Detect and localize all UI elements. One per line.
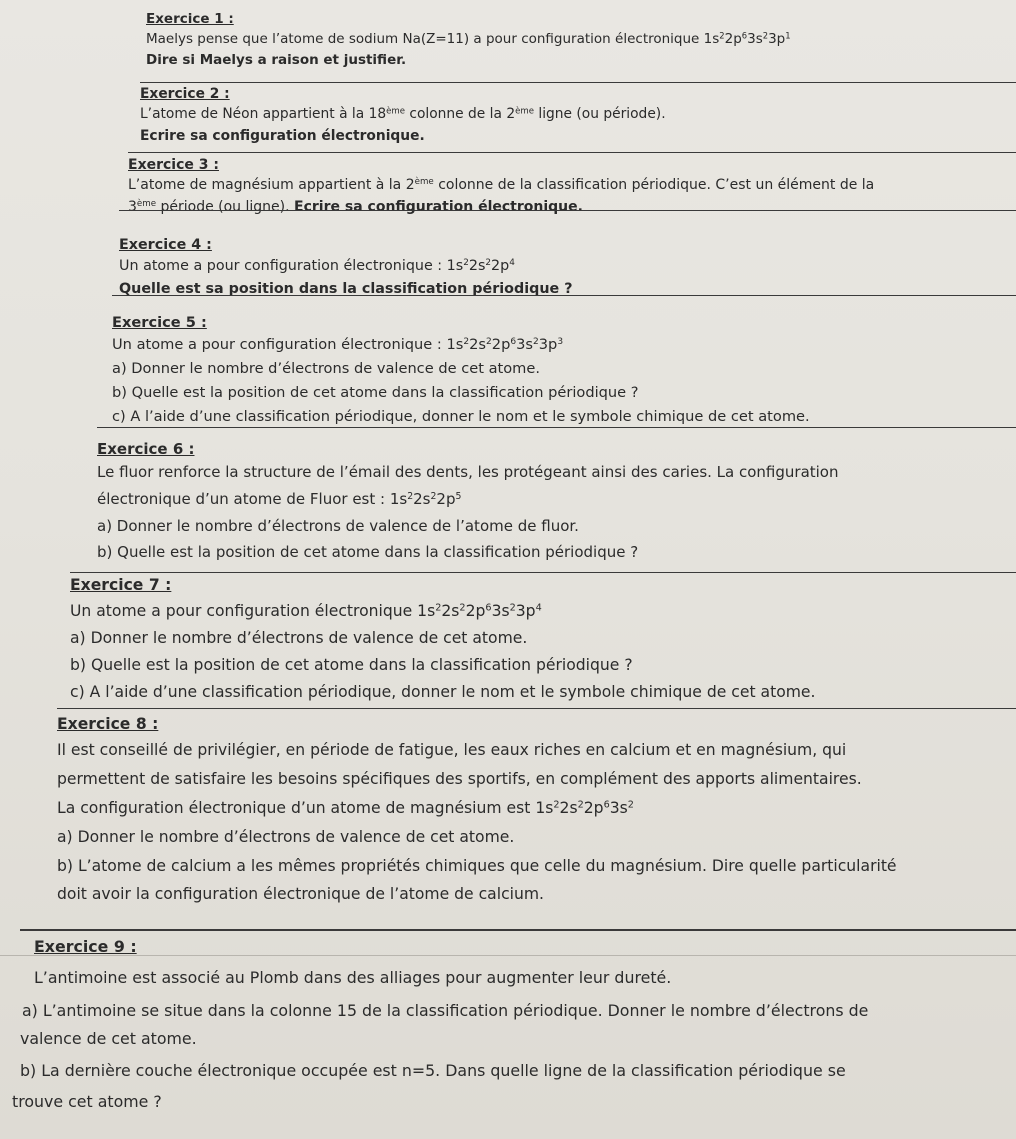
exercise-4-title: Exercice 4 : — [119, 237, 212, 253]
exercise-6 — [97, 427, 1016, 565]
electron-configuration: $1s^22s^22p^5$ — [389, 490, 462, 508]
exercise-7 — [70, 572, 1016, 706]
exercise-7-statement: Un atome a pour configuration électronique $1s^22s^22p^63s^23p^4$ — [70, 602, 542, 620]
exercise-4-statement: Un atome a pour configuration électronique : $1s^22s^22p^4$ — [119, 258, 515, 274]
exercise-2 — [140, 82, 1016, 147]
electron-configuration: $1s^22s^22p^4$ — [446, 258, 515, 274]
exercise-3-title: Exercice 3 : — [128, 157, 219, 173]
exercise-6-question-b: b) Quelle est la position de cet atome dans la classification périodique ? — [97, 543, 639, 561]
exercise-1-statement: Maelys pense que l’atome de sodium Na(Z=11) a pour configuration électronique $1s^22p^63s^23p^1$ — [146, 30, 791, 47]
exercise-5-title: Exercice 5 : — [112, 314, 207, 331]
exercise-2-statement: L’atome de Néon appartient à la 18ème colonne de la 2ème ligne (ou période). — [140, 106, 666, 122]
exercise-5-question-b: b) Quelle est la position de cet atome dans la classification périodique ? — [112, 384, 639, 401]
exercise-1-title: Exercice 1 : — [146, 11, 234, 27]
exercise-9-question-b-continued: trouve cet atome ? — [12, 1092, 162, 1111]
exercise-4 — [119, 210, 1016, 300]
exercise-8-question-b-continued: doit avoir la configuration électronique de l’atome de calcium. — [57, 885, 545, 903]
exercise-7-question-b: b) Quelle est la position de cet atome dans la classification périodique ? — [70, 656, 633, 674]
exercise-5-question-c: c) A l’aide d’une classification périodique, donner le nom et le symbole chimique de cet atome. — [112, 408, 810, 425]
exercise-3-statement-line-1: L’atome de magnésium appartient à la 2ème colonne de la classification périodique. C’est un élément de la — [128, 177, 875, 193]
exercise-6-statement-line-2: électronique d’un atome de Fluor est : $1s^22s^22p^5$ — [97, 490, 462, 508]
exercise-6-question-a: a) Donner le nombre d’électrons de valence de l’atome de fluor. — [97, 517, 579, 535]
electron-configuration: $1s^22p^63s^23p^1$ — [703, 30, 791, 47]
exercise-7-title: Exercice 7 : — [70, 576, 172, 594]
exercise-5 — [112, 295, 1016, 429]
electron-configuration: $1s^22s^22p^63s^2$ — [535, 799, 634, 817]
exercise-9-question-a: a) L’antimoine se situe dans la colonne 15 de la classification périodique. Donner le nombre d’électrons de — [22, 1001, 869, 1020]
exercise-8-statement-line-2: permettent de satisfaire les besoins spécifiques des sportifs, en complément des apports alimentaires. — [57, 770, 862, 788]
exercise-9-question-a-continued: valence de cet atome. — [20, 1029, 197, 1048]
exercise-7-question-c: c) A l’aide d’une classification périodique, donner le nom et le symbole chimique de cet atome. — [70, 683, 816, 701]
exercise-8-title: Exercice 8 : — [57, 715, 159, 733]
electron-configuration: $1s^22s^22p^63s^23p^3$ — [446, 336, 564, 353]
exercise-2-title: Exercice 2 : — [140, 86, 230, 102]
exercise-4-question: Quelle est sa position dans la classification périodique ? — [119, 281, 573, 297]
exercise-8-statement-line-3: La configuration électronique d’un atome de magnésium est $1s^22s^22p^63s^2$ — [57, 799, 634, 817]
exercise-6-statement-line-1: Le fluor renforce la structure de l’émail des dents, les protégeant ainsi des caries. La configuration — [97, 463, 839, 481]
electron-configuration: $1s^22s^22p^63s^23p^4$ — [417, 602, 542, 620]
exercise-1 — [146, 10, 1016, 70]
exercise-9-question-b: b) La dernière couche électronique occupée est n=5. Dans quelle ligne de la classification périodique se — [20, 1061, 846, 1080]
exercise-1-question: Dire si Maelys a raison et justifier. — [146, 52, 407, 68]
exercise-3-statement-line-2: 3ème période (ou ligne). Ecrire sa configuration électronique. — [128, 199, 583, 215]
exercise-9-statement: L’antimoine est associé au Plomb dans des alliages pour augmenter leur dureté. — [34, 968, 672, 987]
divider — [0, 955, 1016, 956]
exercise-9 — [12, 929, 1016, 1113]
exercise-8-statement-line-1: Il est conseillé de privilégier, en période de fatigue, les eaux riches en calcium et en magnésium, qui — [57, 741, 847, 759]
exercise-2-question: Ecrire sa configuration électronique. — [140, 128, 425, 144]
exercise-5-question-a: a) Donner le nombre d’électrons de valence de cet atome. — [112, 360, 540, 377]
exercise-7-question-a: a) Donner le nombre d’électrons de valence de cet atome. — [70, 629, 528, 647]
exercise-5-statement: Un atome a pour configuration électronique : $1s^22s^22p^63s^23p^3$ — [112, 336, 564, 353]
exercise-6-title: Exercice 6 : — [97, 440, 195, 458]
exercise-3 — [128, 152, 1016, 218]
exercise-8 — [57, 708, 1016, 907]
exercise-8-question-a: a) Donner le nombre d’électrons de valence de cet atome. — [57, 828, 515, 846]
exercise-8-question-b: b) L’atome de calcium a les mêmes propriétés chimiques que celle du magnésium. Dire quelle particularité — [57, 857, 897, 875]
exercise-9-title: Exercice 9 : — [34, 937, 137, 956]
